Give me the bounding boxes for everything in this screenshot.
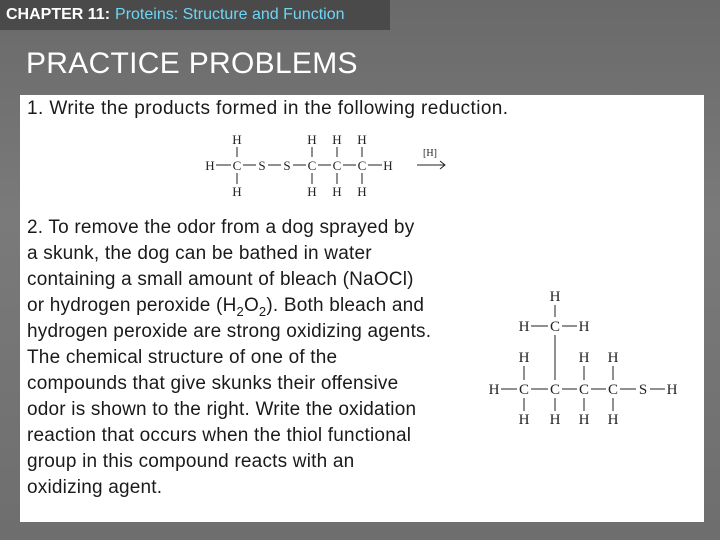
svg-text:H: H [232, 132, 242, 147]
slide-title: PRACTICE PROBLEMS [26, 47, 358, 80]
svg-text:C: C [232, 158, 242, 173]
svg-text:C: C [357, 158, 367, 173]
svg-text:H: H [518, 319, 530, 335]
svg-text:H: H [607, 412, 619, 428]
svg-text:H: H [205, 158, 215, 173]
disulfide-structure [195, 128, 455, 202]
chapter-title: Proteins: Structure and Function [115, 6, 345, 23]
svg-text:S: S [638, 382, 648, 398]
svg-text:H: H [488, 382, 500, 398]
svg-text:C: C [607, 382, 619, 398]
svg-text:H: H [307, 132, 317, 147]
svg-text:H: H [518, 350, 530, 366]
svg-text:H: H [578, 412, 590, 428]
reaction-arrow [417, 161, 445, 169]
reagent-label: [H] [423, 148, 437, 159]
svg-text:C: C [578, 382, 590, 398]
svg-text:S: S [283, 158, 291, 173]
svg-text:C: C [332, 158, 342, 173]
svg-text:H: H [357, 132, 367, 147]
svg-text:C: C [518, 382, 530, 398]
svg-text:H: H [666, 382, 678, 398]
svg-text:H: H [549, 412, 561, 428]
svg-text:H: H [307, 184, 317, 199]
chapter-label: CHAPTER 11: [6, 6, 111, 23]
svg-text:H: H [518, 412, 530, 428]
svg-text:C: C [549, 319, 561, 335]
svg-text:H: H [549, 289, 561, 305]
thiol-structure [484, 284, 690, 428]
svg-text:H: H [607, 350, 619, 366]
svg-text:H: H [357, 184, 367, 199]
svg-text:H: H [232, 184, 242, 199]
svg-text:H: H [383, 158, 393, 173]
problem-2-text: 2. To remove the odor from a dog sprayed by a skunk, the dog can be bathed in water containing a small amount of bleach (NaOCl) or hydrogen peroxide $(H_2O_2)$. Both bleach and hydrogen peroxide are strong oxidizing agents. The chemical structure of one of the compounds that give skunks their offensive odor is shown to the right. Write the oxidation reaction that occurs when the thiol functional group in this compound reacts with an oxidizing agent. [27, 215, 489, 501]
svg-text:C: C [307, 158, 317, 173]
h2o2-line: or hydrogen peroxide $(H_2O_2)$. Both bleach and [27, 295, 425, 319]
svg-text:H: H [332, 132, 342, 147]
svg-text:C: C [549, 382, 561, 398]
svg-text:H: H [578, 350, 590, 366]
svg-text:H: H [578, 319, 590, 335]
svg-text:H: H [332, 184, 342, 199]
problem-1-text: 1. Write the products formed in the following reduction. [27, 98, 509, 119]
svg-text:S: S [258, 158, 266, 173]
chapter-header [0, 0, 390, 30]
